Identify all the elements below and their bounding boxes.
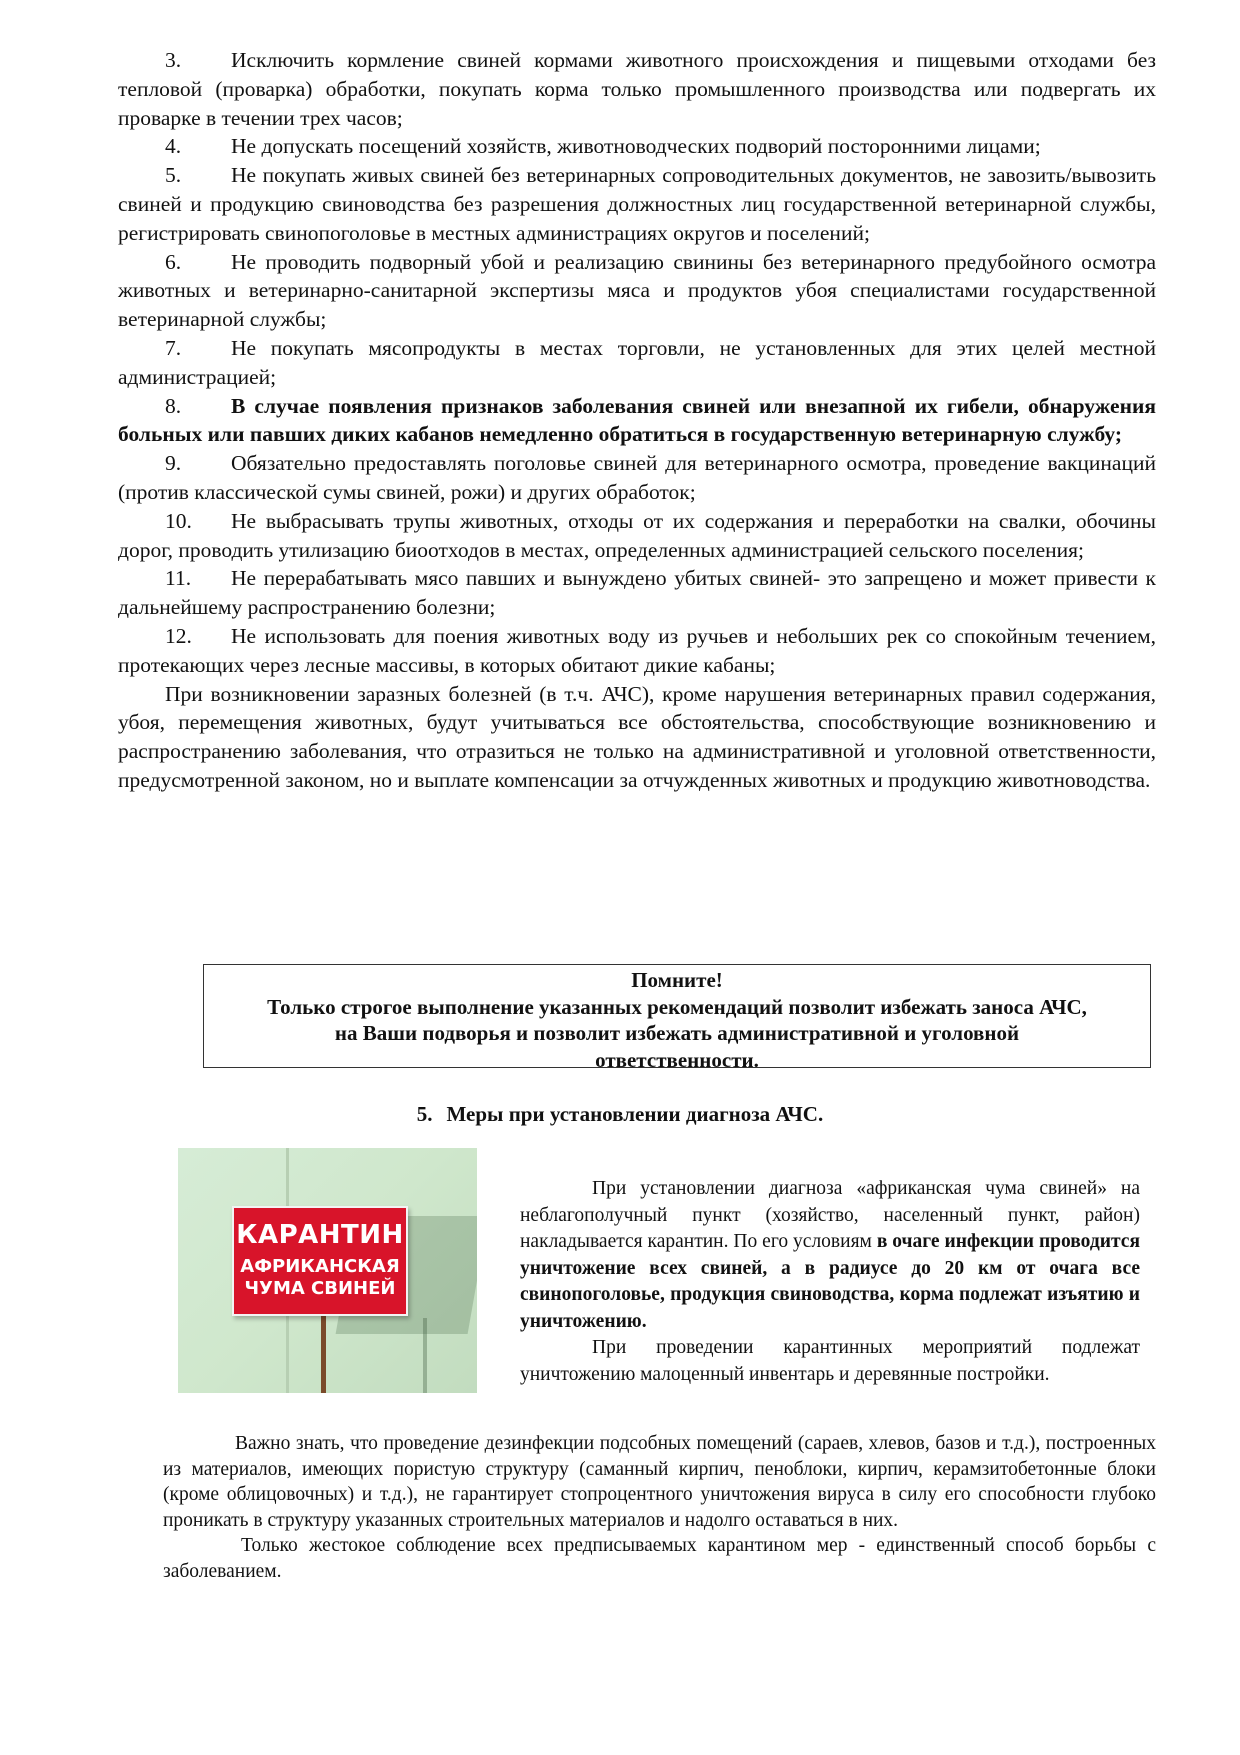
item-text: В случае появления признаков заболевания свиней или внезапной их гибели, обнаружения больных или павших диких кабанов немедленно обратиться в государственную ветеринарную службу; bbox=[118, 393, 1156, 447]
sign-post bbox=[321, 1308, 326, 1393]
list-item bbox=[118, 507, 1156, 565]
list-item bbox=[118, 334, 1156, 392]
item-text: Не допускать посещений хозяйств, животноводческих подворий посторонними лицами; bbox=[231, 134, 1041, 159]
sign-line: ЧУМА СВИНЕЙ bbox=[244, 1278, 396, 1299]
item-text: Не покупать мясопродукты в местах торговли, не установленных для этих целей местной администрацией; bbox=[118, 335, 1156, 389]
list-item-emphasized bbox=[118, 392, 1156, 450]
reminder-box bbox=[203, 964, 1151, 1072]
item-number: 9. bbox=[165, 451, 182, 476]
item-number: 10. bbox=[165, 508, 192, 533]
list-item bbox=[118, 132, 1156, 161]
item-text: Не покупать живых свиней без ветеринарных сопроводительных документов, не завозить/вывозить свиней и продукцию свиноводства без разрешения должностных лиц государственной ветеринарной службы, регистрировать свинопоголовье в местных администрациях округов и поселений; bbox=[118, 163, 1156, 245]
list-item bbox=[118, 564, 1156, 622]
item-number: 5. bbox=[165, 163, 182, 188]
quarantine-emphasis: в очаге инфекции проводится уничтожение всех свиней, а в радиусе до 20 км от очага все свинопоголовье, продукция свиноводства, корма подлежат изъятию и уничтожению. bbox=[520, 1231, 1140, 1332]
quarantine-intro: При установлении диагноза «африканская чума свиней» на неблагополучный пункт (хозяйство, населенный пункт, район) накладывается карантин. По его условиям bbox=[520, 1178, 1140, 1252]
reminder-heading: Помните! bbox=[631, 968, 723, 992]
item-number: 8. bbox=[165, 393, 182, 418]
disinfection-notes bbox=[163, 1431, 1156, 1584]
quarantine-description bbox=[520, 1176, 1140, 1388]
item-number: 11. bbox=[165, 566, 192, 591]
conclusion-paragraph: Только жестокое соблюдение всех предписываемых карантином мер - единственный способ борьбы с заболеванием. bbox=[163, 1535, 1156, 1582]
section-number: 5. bbox=[416, 1102, 433, 1126]
item-text: Не проводить подворный убой и реализацию свинины без ветеринарного предубойного осмотра животных и ветеринарно-санитарной экспертизы мяса и продуктов убоя специалистами государственной ветеринарной службы; bbox=[118, 249, 1156, 332]
list-item bbox=[118, 46, 1156, 132]
section-heading bbox=[0, 1101, 1240, 1127]
item-number: 6. bbox=[165, 249, 182, 274]
item-text: Исключить кормление свиней кормами животного происхождения и пищевыми отходами без тепловой (проварка) обработки, покупать корма только промышленного производства или подвергать их проварке в течении трех часов; bbox=[118, 48, 1156, 130]
post-shadow bbox=[423, 1318, 427, 1393]
item-number: 4. bbox=[165, 134, 182, 159]
item-text: Не использовать для поения животных воду из ручьев и небольших рек со спокойным течением, протекающих через лесные массивы, в которых обитают дикие кабаны; bbox=[118, 623, 1156, 677]
quarantine-sign-photo bbox=[178, 1148, 477, 1393]
item-text: Обязательно предоставлять поголовье свиней для ветеринарного осмотра, проведение вакцинаций (против классической сумы свиней, рожи) и других обработок; bbox=[118, 451, 1156, 504]
item-number: 3. bbox=[165, 48, 182, 72]
sign-line: КАРАНТИН bbox=[236, 1220, 404, 1250]
item-number: 12. bbox=[165, 623, 192, 648]
reminder-line: ответственности. bbox=[595, 1047, 759, 1072]
list-item bbox=[118, 248, 1156, 334]
disinfection-paragraph: Важно знать, что проведение дезинфекции подсобных помещений (сараев, хлевов, базов и т.д.), построенных из материалов, имеющих пористую структуру (саманный кирпич, пеноблоки, кирпич, керамзитобетонные блоки (кроме облицовочных) и т.д.), не гарантирует стопроцентного уничтожения вируса в силу его способности глубоко проникать в структуру указанных строительных материалов и надолго оставаться в них. bbox=[163, 1433, 1156, 1531]
item-text: Не выбрасывать трупы животных, отходы от их содержания и переработки на свалки, обочины дорог, проводить утилизацию биоотходов в местах, определенных администрацией сельского поселения; bbox=[118, 508, 1156, 562]
reminder-line: на Ваши подворья и позволит избежать административной и уголовной bbox=[334, 1021, 1020, 1045]
recommendations-list bbox=[118, 46, 1156, 795]
quarantine-paragraph: При проведении карантинных мероприятий подлежат уничтожению малоценный инвентарь и деревянные постройки. bbox=[520, 1337, 1140, 1385]
reminder-line: Только строгое выполнение указанных рекомендаций позволит избежать заноса АЧС, bbox=[267, 994, 1087, 1019]
list-item bbox=[118, 161, 1156, 247]
quarantine-sign bbox=[232, 1206, 408, 1316]
section-title-text: Меры при установлении диагноза АЧС. bbox=[446, 1102, 824, 1126]
sign-line: АФРИКАНСКАЯ bbox=[240, 1256, 400, 1277]
list-item bbox=[118, 449, 1156, 507]
list-item bbox=[118, 622, 1156, 680]
consequences-paragraph: При возникновении заразных болезней (в т.ч. АЧС), кроме нарушения ветеринарных правил содержания, убоя, перемещения животных, будут учитываться все обстоятельства, способствующие возникновению и распространению заболевания, что отразиться не только на административной и уголовной ответственности, предусмотренной законом, но и выплате компенсации за отчужденных животных и продукцию животноводства. bbox=[118, 681, 1156, 792]
item-text: Не перерабатывать мясо павших и вынуждено убитых свиней- это запрещено и может привести к дальнейшему распространению болезни; bbox=[118, 566, 1156, 620]
item-number: 7. bbox=[165, 335, 182, 360]
quarantine-paragraph bbox=[520, 1176, 1140, 1335]
